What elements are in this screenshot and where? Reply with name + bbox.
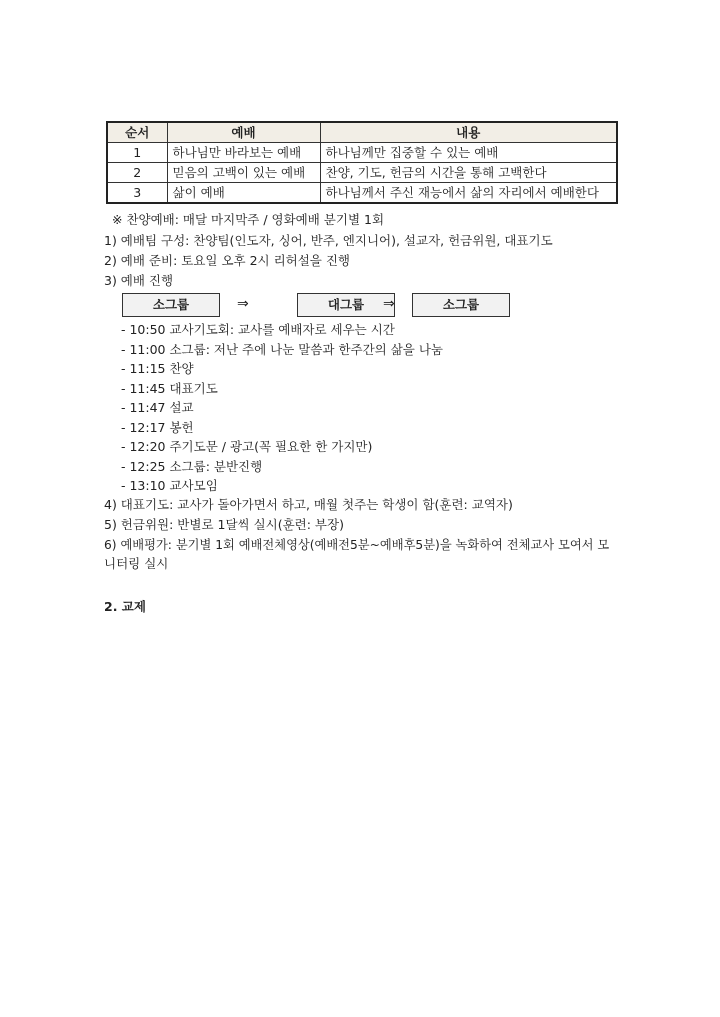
schedule-item: - 11:45 대표기도 [121,381,218,396]
cell-order: 1 [107,143,167,163]
cell-content: 찬양, 기도, 헌금의 시간을 통해 고백한다 [320,163,617,183]
item-evaluation-line1: 6) 예배평가: 분기별 1회 예배전체영상(예배전5분~예배후5분)을 녹화하여 전체교사 모여서 모 [104,538,610,552]
flow-arrow-icon: ⇒ [383,296,395,312]
item-prayer: 4) 대표기도: 교사가 돌아가면서 하고, 매월 첫주는 학생이 함(훈련: 교역자) [104,497,513,512]
table-header-row [107,122,617,143]
item-offering: 5) 헌금위원: 반별로 1달씩 실시(훈련: 부장) [104,517,344,532]
schedule-item: - 11:15 찬양 [121,361,194,376]
schedule-item: - 11:00 소그룹: 저난 주에 나눈 말씀과 한주간의 삶을 나눔 [121,342,444,357]
item-prep: 2) 예배 준비: 토요일 오후 2시 리허설을 진행 [104,253,351,268]
header-order: 순서 [107,122,167,143]
header-content: 내용 [320,122,617,143]
schedule-item: - 13:10 교사모임 [121,478,218,493]
cell-worship: 믿음의 고백이 있는 예배 [167,163,320,183]
flow-arrow-icon: ⇒ [237,296,249,312]
schedule-item: - 12:20 주기도문 / 광고(꼭 필요한 한 가지만) [121,439,373,454]
flow-box-small-group-2: 소그룹 [412,293,510,317]
table-row [107,183,617,204]
schedule-item: - 10:50 교사기도회: 교사를 예배자로 세우는 시간 [121,322,395,337]
flow-box-small-group-1: 소그룹 [122,293,220,317]
cell-order: 3 [107,183,167,204]
note-text: ※ 찬양예배: 매달 마지막주 / 영화예배 분기별 1회 [112,212,385,227]
section-title-fellowship: 2. 교제 [104,599,146,614]
item-evaluation-line2: 니터링 실시 [104,556,169,571]
table-row [107,143,617,163]
header-worship: 예배 [167,122,320,143]
schedule-item: - 11:47 설교 [121,400,194,415]
cell-content: 하나님께만 집중할 수 있는 예배 [320,143,617,163]
schedule-item: - 12:17 봉헌 [121,420,194,435]
flow-box-large-group: 대그룹 [297,293,395,317]
cell-worship: 삶이 예배 [167,183,320,204]
table-row [107,163,617,183]
cell-content: 하나님께서 주신 재능에서 삶의 자리에서 예배한다 [320,183,617,204]
item-team: 1) 예배팀 구성: 찬양팀(인도자, 싱어, 반주, 엔지니어), 설교자, 헌금위원, 대표기도 [104,233,553,248]
worship-table [106,121,618,204]
schedule-item: - 12:25 소그룹: 분반진행 [121,459,263,474]
cell-order: 2 [107,163,167,183]
item-progress: 3) 예배 진행 [104,273,174,288]
cell-worship: 하나님만 바라보는 예배 [167,143,320,163]
